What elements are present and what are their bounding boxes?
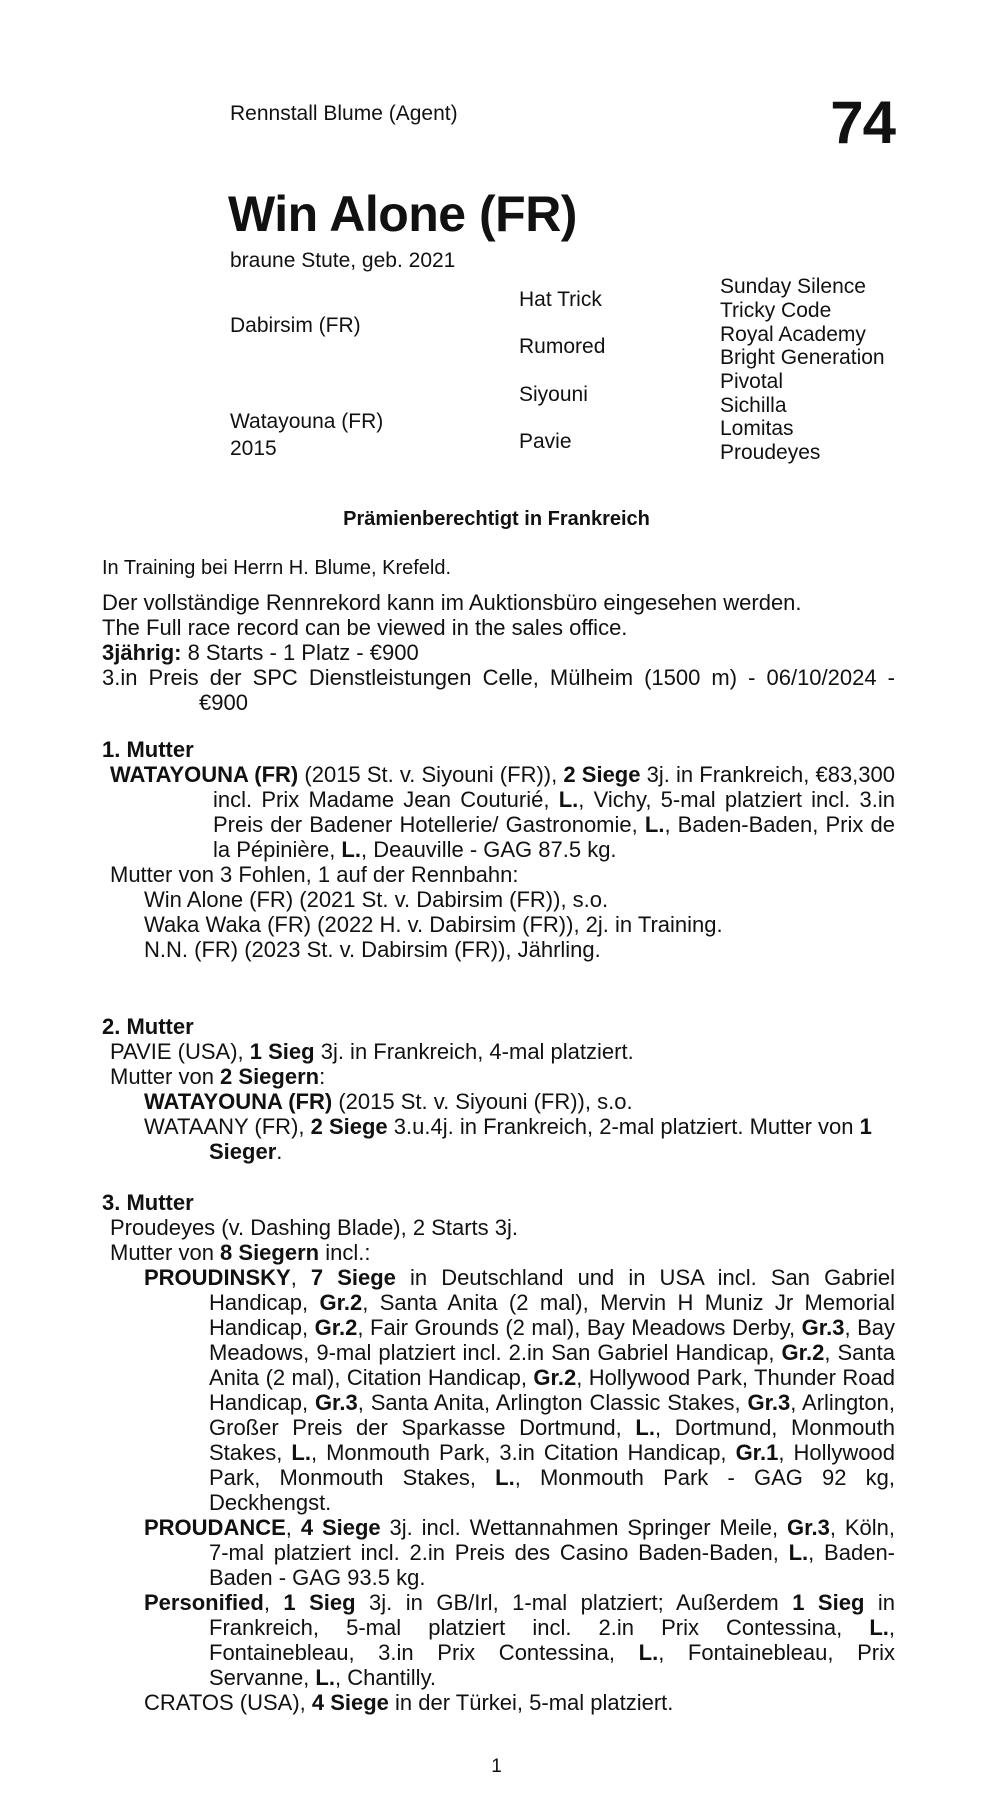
eligibility-note: Prämienberechtigt in Frankreich: [343, 508, 650, 530]
pedigree-gen3: Proudeyes: [720, 441, 821, 464]
produce-item: Personified, 1 Sieg 3j. in GB/Irl, 1-mal platziert; Außerdem 1 Sieg in Frankreich, 5-mal platziert incl. 2.in Prix Contessina, L., Fontainebleau, 3.in Prix Contessina, L., Fontainebleau, Prix Servanne, L., Chantilly.: [144, 1590, 896, 1690]
third-dam-produce-intro: Mutter von 8 Siegern incl.:: [110, 1240, 371, 1265]
pedigree-gen3: Bright Generation: [720, 346, 885, 369]
pedigree-gen3: Sunday Silence: [720, 275, 866, 298]
produce-item: Waka Waka (FR) (2022 H. v. Dabirsim (FR)), 2j. in Training.: [144, 912, 723, 937]
pedigree-gen3: Royal Academy: [720, 323, 866, 346]
race-record: [102, 590, 895, 715]
pedigree-dam-sire: Siyouni: [519, 383, 588, 406]
second-dam-heading: 2. Mutter: [102, 1014, 194, 1039]
pedigree-gen3: Sichilla: [720, 394, 787, 417]
produce-item: PROUDANCE, 4 Siege 3j. incl. Wettannahmen Springer Meile, Gr.3, Köln, 7-mal platziert incl. 2.in Preis des Casino Baden-Baden, L., Baden-Baden - GAG 93.5 kg.: [144, 1515, 896, 1590]
pedigree-dam-year: 2015: [230, 437, 277, 460]
first-dam-heading: 1. Mutter: [102, 737, 194, 762]
third-dam-heading: 3. Mutter: [102, 1190, 194, 1215]
third-dam-section: [102, 1190, 895, 1715]
page-number: 1: [491, 1756, 502, 1777]
pedigree-gen3: Pivotal: [720, 370, 784, 393]
age-label: 3jährig:: [102, 640, 182, 665]
training-info: [102, 556, 895, 581]
training-line: In Training bei Herrn H. Blume, Krefeld.: [102, 557, 452, 579]
first-dam-section: [102, 737, 895, 962]
produce-item: WATAYOUNA (FR) (2015 St. v. Siyouni (FR)), s.o.: [144, 1089, 633, 1114]
pedigree-dam-dam: Pavie: [519, 430, 572, 453]
pedigree-gen3: Tricky Code: [720, 299, 832, 322]
record-note-de: Der vollständige Rennrekord kann im Auktionsbüro eingesehen werden.: [102, 590, 802, 615]
pedigree-dam: Watayouna (FR): [230, 410, 384, 433]
produce-item: PROUDINSKY, 7 Siege in Deutschland und in USA incl. San Gabriel Handicap, Gr.2, Santa Anita (2 mal), Mervin H Muniz Jr Memorial Handicap, Gr.2, Fair Grounds (2 mal), Bay Meadows Derby, Gr.3, Bay Meadows, 9-mal platziert incl. 2.in San Gabriel Handicap, Gr.2, Santa Anita (2 mal), Citation Handicap, Gr.2, Hollywood Park, Thunder Road Handicap, Gr.3, Santa Anita, Arlington Classic Stakes, Gr.3, Arlington, Großer Preis der Sparkasse Dortmund, L., Dortmund, Monmouth Stakes, L., Monmouth Park, 3.in Citation Handicap, Gr.1, Hollywood Park, Monmouth Stakes, L., Monmouth Park - GAG 92 kg, Deckhengst.: [144, 1265, 896, 1515]
produce-item: Win Alone (FR) (2021 St. v. Dabirsim (FR)), s.o.: [144, 887, 609, 912]
second-dam-produce-intro: Mutter von 2 Siegern:: [110, 1064, 326, 1089]
pedigree-sire-sire: Hat Trick: [519, 288, 602, 311]
first-dam-record: WATAYOUNA (FR) (2015 St. v. Siyouni (FR)), 2 Siege 3j. in Frankreich, €83,300 incl. Prix Madame Jean Couturié, L., Vichy, 5-mal platziert incl. 3.in Preis der Badener Hotellerie/ Gastronomie, L., Baden-Baden, Prix de la Pépinière, L., Deauville - GAG 87.5 kg.: [110, 762, 896, 862]
record-note-en: The Full race record can be viewed in the sales office.: [102, 615, 628, 640]
second-dam-record: PAVIE (USA), 1 Sieg 3j. in Frankreich, 4-mal platziert.: [110, 1039, 634, 1064]
pedigree-sire-dam: Rumored: [519, 335, 606, 358]
racing-summary: 3jährig: 8 Starts - 1 Platz - €900: [102, 640, 419, 665]
produce-item: CRATOS (USA), 4 Siege in der Türkei, 5-mal platziert.: [144, 1690, 674, 1715]
produce-item: WATAANY (FR), 2 Siege 3.u.4j. in Frankreich, 2-mal platziert. Mutter von 1 Sieger.: [144, 1114, 872, 1164]
horse-name: Win Alone (FR): [228, 186, 577, 242]
pedigree-gen3: Lomitas: [720, 417, 794, 440]
horse-description: braune Stute, geb. 2021: [230, 249, 456, 272]
produce-item: N.N. (FR) (2023 St. v. Dabirsim (FR)), Jährling.: [144, 937, 601, 962]
third-dam-record: Proudeyes (v. Dashing Blade), 2 Starts 3j.: [110, 1215, 519, 1240]
pedigree-sire: Dabirsim (FR): [230, 314, 361, 337]
second-dam-section: [102, 1014, 895, 1164]
lot-number: 74: [830, 89, 895, 156]
first-dam-produce-intro: Mutter von 3 Fohlen, 1 auf der Rennbahn:: [110, 862, 519, 887]
racing-placing: 3.in Preis der SPC Dienstleistungen Celle, Mülheim (1500 m) - 06/10/2024 - €900: [102, 665, 895, 715]
agent-name: Rennstall Blume (Agent): [230, 102, 458, 125]
